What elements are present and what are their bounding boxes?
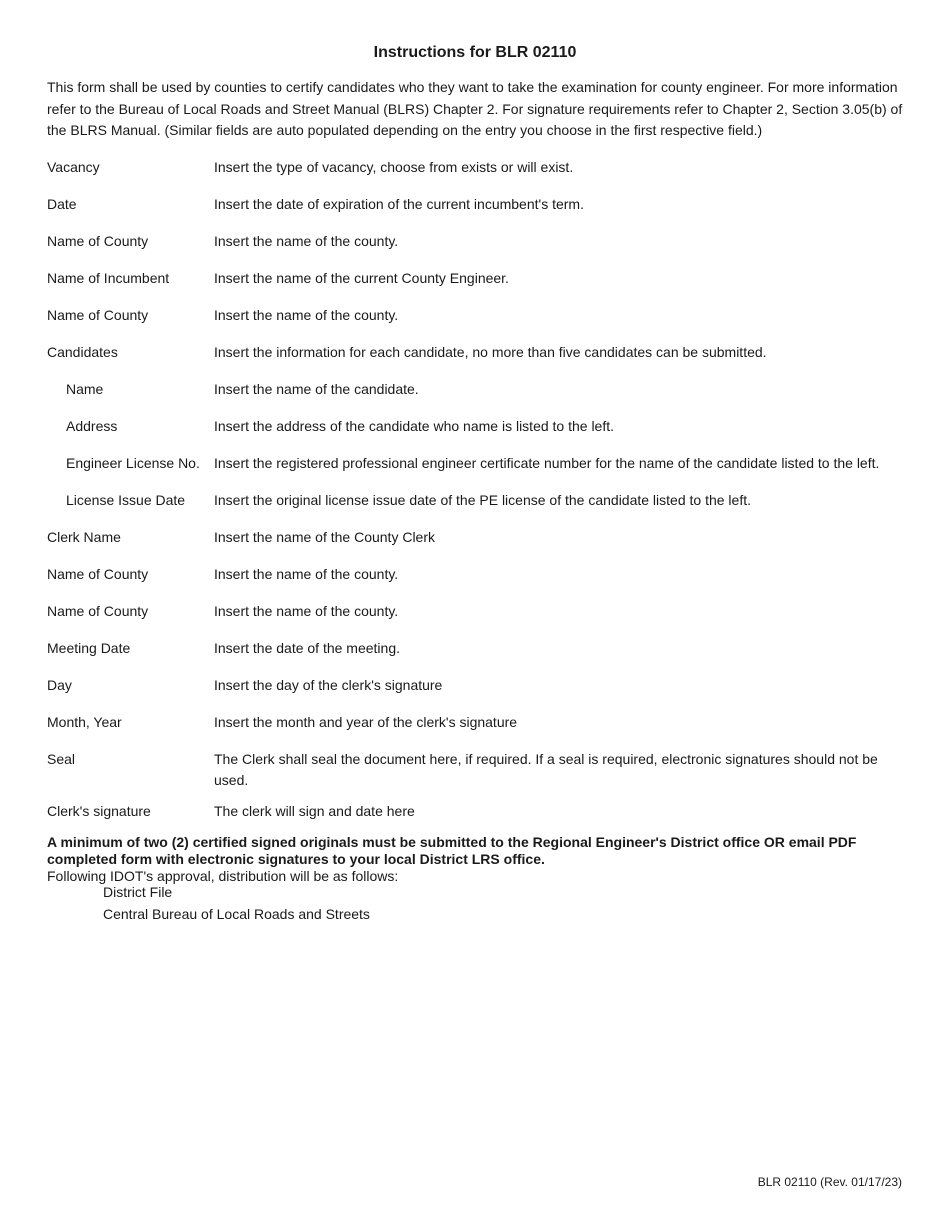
instruction-row xyxy=(47,564,909,585)
distribution-item: Central Bureau of Local Roads and Streets xyxy=(103,906,370,922)
instruction-row xyxy=(47,801,909,822)
row-description: Insert the name of the current County Engineer. xyxy=(214,270,509,286)
row-description: Insert the address of the candidate who name is listed to the left. xyxy=(214,418,615,434)
row-label: Name of County xyxy=(47,566,149,582)
instruction-row xyxy=(47,749,909,791)
instruction-row xyxy=(47,157,909,178)
instruction-row xyxy=(47,601,909,622)
row-label: Address xyxy=(66,418,118,434)
row-label: Name of County xyxy=(47,233,149,249)
row-label: Date xyxy=(47,196,77,212)
instruction-table xyxy=(47,157,909,838)
instruction-subrow xyxy=(47,416,909,437)
row-description: Insert the day of the clerk's signature xyxy=(214,677,443,693)
instruction-row xyxy=(47,268,909,289)
row-description: Insert the name of the county. xyxy=(214,603,399,619)
instruction-subrow xyxy=(47,490,909,511)
row-label: Name of County xyxy=(47,603,149,619)
distribution-list xyxy=(103,884,370,928)
row-label: Meeting Date xyxy=(47,640,131,656)
instruction-row xyxy=(47,231,909,252)
row-label: Vacancy xyxy=(47,159,100,175)
row-label: Name of County xyxy=(47,307,149,323)
row-label: Candidates xyxy=(47,344,118,360)
row-label: Month, Year xyxy=(47,714,122,730)
instruction-row xyxy=(47,712,909,733)
page-title: Instructions for BLR 02110 xyxy=(373,44,577,61)
form-revision-footer: BLR 02110 (Rev. 01/17/23) xyxy=(757,1175,902,1189)
row-label: Clerk Name xyxy=(47,529,121,545)
row-description: Insert the information for each candidate, no more than five candidates can be submitted. xyxy=(214,344,767,360)
instruction-row xyxy=(47,675,909,696)
distribution-item: District File xyxy=(103,884,173,900)
instruction-row xyxy=(47,194,909,215)
row-label: Name xyxy=(66,381,104,397)
instruction-subrow xyxy=(47,453,909,474)
row-description: Insert the month and year of the clerk's signature xyxy=(214,714,518,730)
instruction-row xyxy=(47,342,909,363)
row-description: Insert the name of the county. xyxy=(214,233,399,249)
row-label: License Issue Date xyxy=(66,492,186,508)
row-description: Insert the date of expiration of the current incumbent's term. xyxy=(214,196,584,212)
row-label: Engineer License No. xyxy=(66,455,200,471)
intro-paragraph: This form shall be used by counties to certify candidates who they want to take the examination for county engineer. For more information refer to the Bureau of Local Roads and Street Manual (BLRS) Chapter 2. For signature requirements refer to Chapter 2, Section 3.05(b) of the BLRS Manual. (Similar fields are auto populated depending on the entry you choose in the first respective field.) xyxy=(47,79,903,138)
row-description: Insert the original license issue date of the PE license of the candidate listed to the left. xyxy=(214,492,751,508)
row-description: The clerk will sign and date here xyxy=(214,803,415,819)
row-description: Insert the date of the meeting. xyxy=(214,640,401,656)
row-description: Insert the name of the county. xyxy=(214,566,399,582)
row-description: Insert the name of the candidate. xyxy=(214,381,419,397)
distribution-intro: Following IDOT's approval, distribution will be as follows: xyxy=(47,868,399,884)
row-label: Name of Incumbent xyxy=(47,270,170,286)
submission-notice: A minimum of two (2) certified signed originals must be submitted to the Regional Engineer's District office OR email PDF completed form with electronic signatures to your local District LRS office. xyxy=(47,834,857,867)
instruction-subrow xyxy=(47,379,909,400)
row-description: Insert the name of the county. xyxy=(214,307,399,323)
instruction-row xyxy=(47,638,909,659)
row-label: Clerk's signature xyxy=(47,803,151,819)
row-description: Insert the name of the County Clerk xyxy=(214,529,435,545)
row-label: Seal xyxy=(47,751,76,767)
row-description: Insert the type of vacancy, choose from exists or will exist. xyxy=(214,159,574,175)
row-label: Day xyxy=(47,677,72,693)
instruction-row xyxy=(47,305,909,326)
row-description: The Clerk shall seal the document here, if required. If a seal is required, electronic signatures should not be used. xyxy=(214,751,878,788)
instruction-row xyxy=(47,527,909,548)
row-description: Insert the registered professional engineer certificate number for the name of the candidate listed to the left. xyxy=(214,455,880,471)
